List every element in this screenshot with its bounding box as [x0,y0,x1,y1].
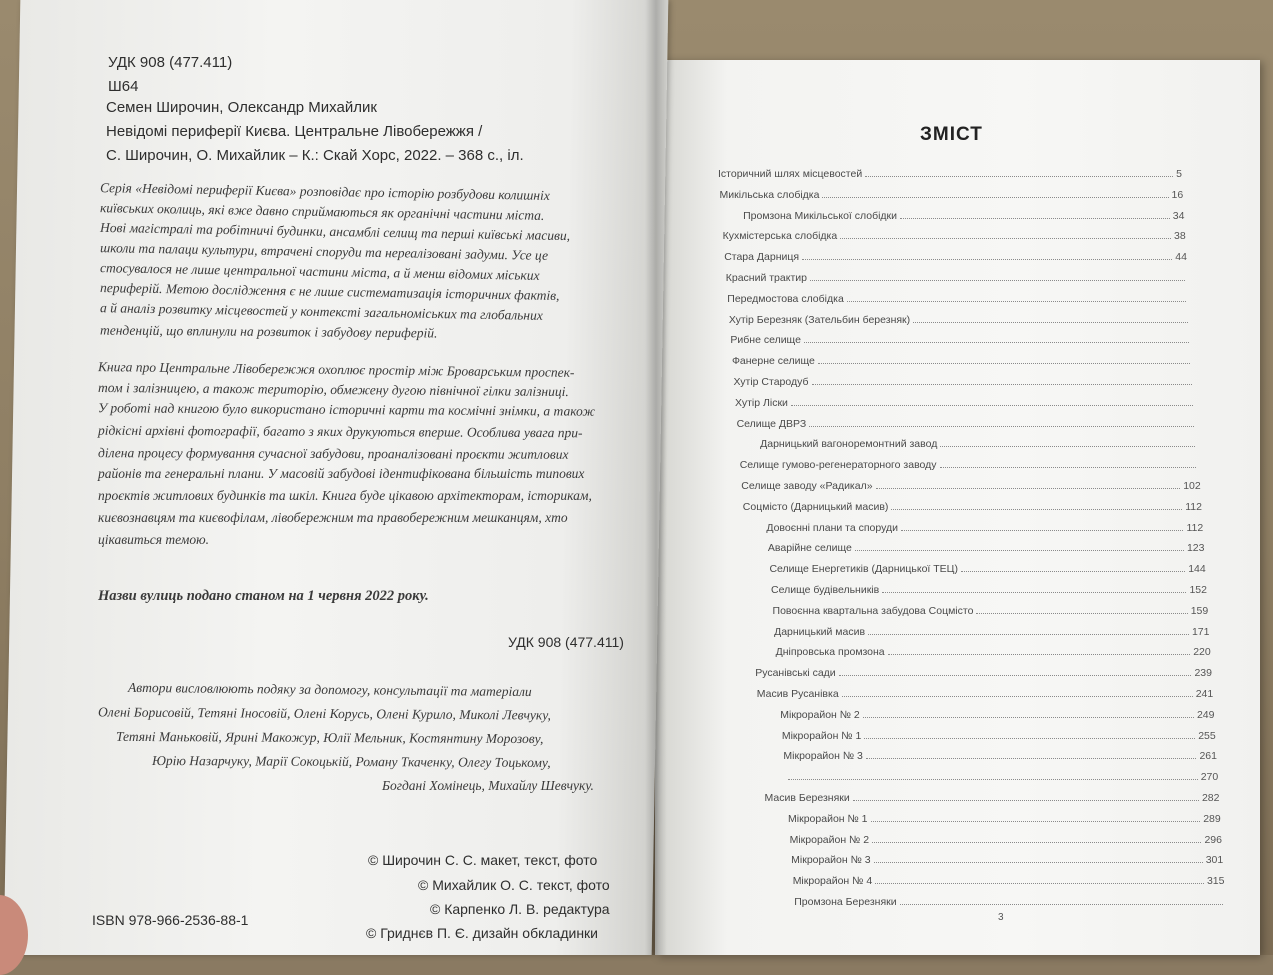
toc-entry-label: Селище будівельників [771,584,880,596]
toc-entry-label: Хутір Ліски [735,396,788,409]
toc-entry [718,168,1182,180]
toc-leader-dots [900,217,1170,219]
toc-leader-dots [868,633,1189,635]
toc-entry-label: Аварійне селище [767,542,852,555]
toc-leader-dots [891,508,1182,510]
abstract-line: стосувалося не лише центральної частини міста, а й менш відомих міських [99,260,540,283]
toc-entry-label: Русанівські сади [755,667,836,680]
toc-entry [790,834,1222,846]
abstract-line: а й аналіз розвитку місцевостей у контексті загальноміських та глобальних [99,300,543,323]
abstract-line: школи та палаци культури, втрачені споруди та нереалізовані задуми. Усе це [99,240,549,263]
abstract-line: київських околиць, які вже давно сприймаються як органічні частини міста. [99,200,545,223]
toc-entry [768,542,1205,554]
toc-entry-label: Стара Дарниця [724,251,800,264]
toc-entry-label: Селище заводу «Радикал» [741,480,873,492]
toc-entry [791,854,1223,866]
toc-leader-dots [865,175,1173,177]
abstract-line: У роботі над книгою було використано історичні карти та космічні знімки, а також [97,400,596,419]
toc-entry [734,376,1195,388]
toc-entry-label: Мікрорайон № 4 [792,875,873,888]
toc-entry-label: Соцмісто (Дарницький масив) [742,500,889,513]
toc-entry-page: 270 [1200,771,1219,784]
toc-leader-dots [913,321,1188,323]
toc-entry-label: Дніпровська промзона [775,646,885,659]
toc-entry-label: Хутір Стародуб [733,376,809,388]
street-names-note: Назви вулиць подано станом на 1 червня 2022 року. [98,588,429,604]
toc-entry-label: Масив Русанівка [756,688,839,700]
toc-entry [724,251,1187,263]
toc-entry [780,709,1214,721]
toc-entry-label: Мікрорайон № 2 [789,833,870,846]
toc-leader-dots [882,591,1186,593]
toc-entry [788,813,1221,825]
abstract-line: проєктів житлових будинків та шкіл. Книга буде цікавою архітекторам, історикам, [98,488,592,503]
toc-entry-page: 144 [1188,563,1206,576]
toc-entry-label: Селище гумово-регенераторного заводу [739,459,937,472]
toc-leader-dots [840,237,1171,239]
toc-entry [760,438,1198,450]
toc-leader-dots [863,716,1194,718]
toc-leader-dots [804,341,1189,343]
toc-entry-label: Передмостова слобідка [727,292,844,305]
toc-entry-label: Мікрорайон № 1 [781,729,862,742]
toc-entry-page: 112 [1186,521,1204,534]
toc-entry [755,667,1212,679]
authors: Семен Широчин, Олександр Михайлик [106,99,377,116]
toc-entry-page: 315 [1206,875,1225,888]
toc-entry [773,605,1209,617]
toc-entry [741,480,1201,492]
toc-entry-label: Кухмістерська слобідка [722,230,838,243]
toc-entry [729,314,1191,326]
toc-leader-dots [900,903,1223,905]
toc-entry-label: Мікрорайон № 1 [788,812,868,825]
toc-entry-label: Дарницький масив [774,625,866,638]
abstract-line: ділена процесу формування сучасної забудови, проаналізовані проєкти житлових [97,445,569,462]
abstract-line: районів та генеральні плани. У масовій забудові ідентифікована більшість типових [98,466,585,481]
isbn: ISBN 978-966-2536-88-1 [92,912,249,928]
toc-leader-dots [812,383,1192,385]
toc-leader-dots [888,653,1191,655]
toc-entry [793,875,1225,887]
toc-leader-dots [809,425,1194,427]
toc-entry-page: 241 [1195,688,1214,700]
abstract-line: Нові магістралі та робітничі будинки, ансамблі селищ та перші київські масиви, [99,219,571,244]
abstract-line: периферій. Метою дослідження є не лише систематизація історичних фактів, [99,279,560,304]
toc-leader-dots [810,279,1185,281]
copyright-line: © Гриднєв П. Є. дизайн обкладинки [366,925,599,941]
toc-entry-label: Промзона Микільської слобідки [743,209,898,222]
abstract-line: том і залізницею, а також територію, обмежену дугою північної гілки залізниці. [97,379,569,400]
thanks-line: Тетяні Маньковій, Ярині Макожур, Юлії Мельник, Костянтину Морозову, [115,728,544,747]
abstract-line: рідкісні архівні фотографії, багато з яких друкуються вперше. Особлива увага при- [97,422,583,441]
toc-leader-dots [853,799,1199,801]
udk-code-right: УДК 908 (477.411) [508,634,624,650]
toc-entry [730,334,1192,346]
toc-leader-dots [791,404,1193,406]
toc-leader-dots [976,612,1187,614]
toc-entry-page: 152 [1189,584,1207,596]
toc-entry-page: 38 [1174,230,1186,243]
toc-entry [774,626,1209,638]
toc-entry [726,272,1189,284]
toc-entry-page: 102 [1183,480,1201,492]
toc-leader-dots [901,529,1183,531]
toc-entry [735,397,1196,409]
toc-entry-label: Мікрорайон № 3 [791,854,871,867]
toc-entry-label: Хутір Березняк (Зательбин березняк) [728,313,911,326]
toc-entry-label: Мікрорайон № 3 [783,750,863,763]
toc-entry-page: 220 [1193,646,1211,659]
toc-entry [771,584,1207,596]
toc-entry [785,771,1218,783]
toc-entry [727,293,1189,305]
toc-entry-page: 44 [1175,251,1187,264]
toc-entry [740,459,1200,471]
toc-entry [776,646,1211,658]
toc-leader-dots [874,861,1203,863]
toc-leader-dots [855,549,1184,551]
toc-entry-page: 282 [1201,792,1220,804]
toc-entry-page: 296 [1204,833,1222,846]
page-number: 3 [998,912,1004,923]
toc-entry-label: Історичний шлях місцевостей [718,168,863,180]
toc-entry-label: Рибне селище [730,334,801,347]
toc-leader-dots [876,487,1181,489]
toc-entry-page: 34 [1172,209,1185,222]
toc-entry-page: 16 [1171,188,1184,201]
toc-entry [757,688,1214,700]
toc-entry-label: Промзона Березняки [794,896,897,908]
book-gutter [645,0,667,955]
toc-entry [765,792,1220,804]
toc-title: ЗМІСТ [920,124,983,145]
toc-entry [766,522,1203,534]
thanks-line: Автори висловлюють подяку за допомогу, консультації та матеріали [127,679,532,700]
toc-leader-dots [866,757,1197,759]
thanks-line: Богдані Хомінець, Михайлу Шевчуку. [382,778,594,793]
toc-entry-label: Фанерне селище [731,355,815,368]
toc-leader-dots [839,674,1192,676]
toc-entry-label: Селище ДВРЗ [736,417,807,430]
toc-entry-page: 249 [1196,708,1215,721]
copyright-line: © Широчин С. С. макет, текст, фото [368,852,598,868]
toc-entry-label: Дарницький вагоноремонтний завод [760,438,938,451]
toc-leader-dots [940,466,1197,468]
toc-leader-dots [847,300,1187,302]
toc-leader-dots [961,570,1185,572]
thanks-line: Олені Борисовій, Тетяні Іносовій, Олені Корусь, Олені Курило, Миколі Левчуку, [97,704,552,723]
abstract-line: тенденцій, що вплинули на розвиток і забудову периферій. [99,322,438,341]
toc-entry-label: Масив Березняки [764,792,850,804]
abstract-line: цікавиться темою. [98,532,210,547]
toc-entry [769,563,1205,575]
udk-code: УДК 908 (477.411) [108,54,233,71]
abstract-line: Серія «Невідомі периферії Києва» розповідає про історію розбудови колишніх [99,180,550,203]
toc-leader-dots [940,445,1195,447]
toc-leader-dots [871,820,1201,822]
toc-entry [737,418,1197,430]
toc-entry [720,189,1184,201]
toc-entry-label: Мікрорайон № 2 [780,708,860,721]
toc-entry-page: 261 [1199,750,1217,763]
toc-leader-dots [864,737,1195,739]
toc-leader-dots [875,882,1204,884]
toc-leader-dots [872,841,1201,843]
toc-entry-label: Красний трактир [725,272,807,284]
toc-entry [794,896,1226,908]
toc-entry-page: 301 [1205,854,1224,867]
toc-leader-dots [788,778,1198,780]
toc-entry [743,501,1202,513]
toc-entry [783,750,1217,762]
toc-leader-dots [822,196,1168,198]
toc-entry-label: Микільська слобідка [719,188,820,201]
toc-entry-page: 5 [1176,168,1182,180]
abstract-line: Книга про Центральне Лівобережжя охоплює простір між Броварським проспек- [97,359,575,380]
toc-entry-page: 112 [1185,500,1202,513]
copyright-line: © Карпенко Л. В. редактура [430,901,610,917]
toc-leader-dots [802,258,1172,260]
toc-entry [732,355,1193,367]
toc-entry [743,210,1184,222]
author-mark: Ш64 [108,78,139,95]
thanks-line: Юрію Назарчуку, Марії Сокоцькій, Роману Ткаченку, Олегу Тоцькому, [151,752,551,771]
toc-entry-page: 159 [1190,604,1209,617]
toc-leader-dots [818,362,1190,364]
toc-leader-dots [842,695,1193,697]
toc-entry-page: 239 [1194,667,1212,680]
toc-entry-page: 289 [1203,812,1221,825]
toc-entry-label: Повоєнна квартальна забудова Соцмісто [772,604,974,617]
copyright-line: © Михайлик О. С. текст, фото [418,877,610,893]
toc-entry-page: 171 [1191,625,1210,638]
toc-entry-label: Довоєнні плани та споруди [766,521,898,534]
toc-entry-page: 255 [1198,729,1216,742]
abstract-line: києвознавцям та києвофілам, лівобережним та правобережним мешканцям, хто [98,510,568,525]
toc-entry [782,730,1216,742]
book-title: Невідомі периферії Києва. Центральне Лівобережжя / [106,123,483,140]
publication-info: С. Широчин, О. Михайлик – К.: Скай Хорс, 2022. – 368 с., іл. [106,147,524,164]
toc-entry [723,230,1186,242]
toc-entry-label: Селище Енергетиків (Дарницької ТЕЦ) [769,563,958,576]
toc-entry-page: 123 [1186,542,1205,555]
